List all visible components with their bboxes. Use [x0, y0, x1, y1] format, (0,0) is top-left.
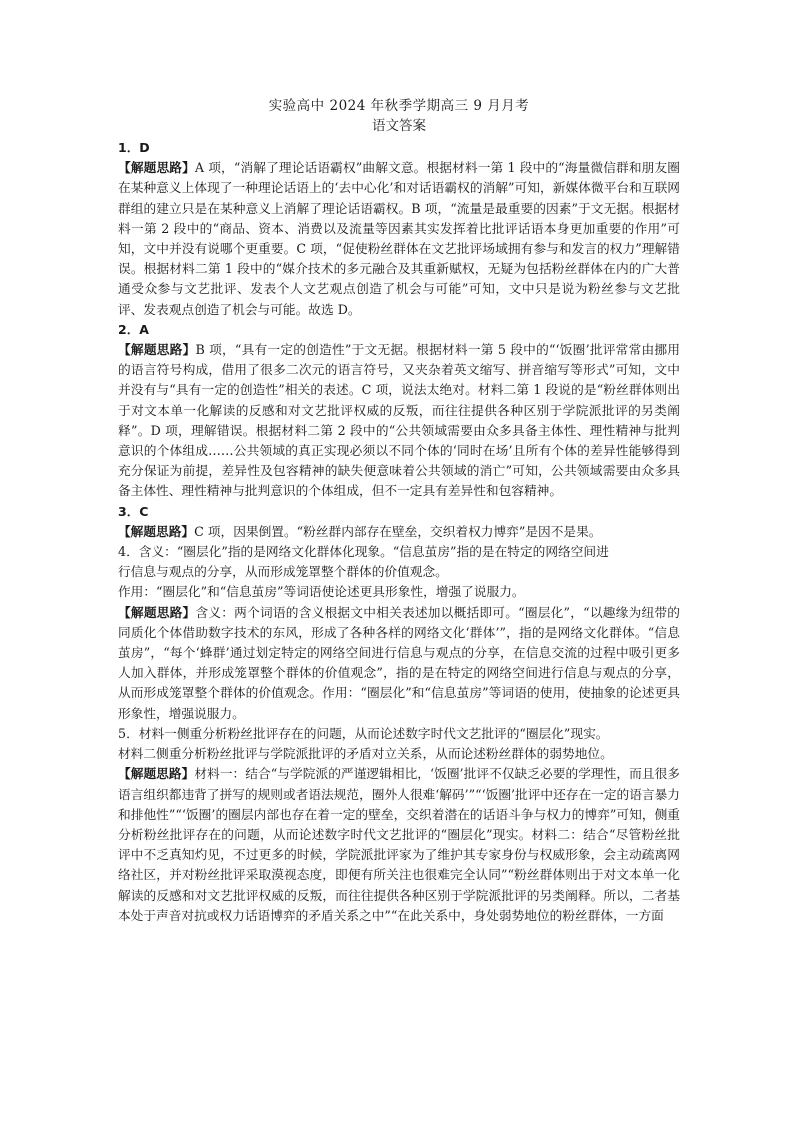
q4-answer-line-3: 作用：“圈层化”和“信息茧房”等词语使论述更具形象性，增强了说服力。 — [118, 584, 525, 600]
q2-tag: 【解题思路】 — [118, 342, 196, 358]
q3-tag: 【解题思路】 — [118, 523, 195, 539]
q1-text: A 项，“消解了理论话语霸权”曲解文意。根据材料一第 1 段中的“海量微信群和朋友圈在某种意义上体现了一种理论话语上的‘去中心化’和对话语霸权的消解”可知，新媒体微平台和互联网群组的建立只是在某种意义上消解了理论话语霸权。B 项，“流量是最重要的因素”于文无据。根据材料一第 2 段中的“商品、资本、消费以及流量等因素其实发挥着比批评话语本身更加重要的作用”可知，文中并没有说哪个更重要。C 项，“促使粉丝群体在文艺批评场域拥有参与和发言的权力”理解错误。根据材料二第 1 段中的“媒介技术的多元融合及其重新赋权，无疑为包括粉丝群体在内的广大普通受众参与文艺批评、发表个人文艺观点创造了机会与可能”可知，文中只是说为粉丝参与文艺批评、发表观点创造了机会与可能。故选 D。 — [118, 160, 680, 317]
q4-text: 含义：两个词语的含义根据文中相关表述加以概括即可。“圈层化”，“以趣缘为纽带的同质化个体借助数字技术的东风，形成了各种各样的网络文化‘群体’”，指的是网络文化群体。“信息茧房”，“每个‘蜂群’通过划定特定的网络空间进行信息与观点的分享，在信息交流的过程中吸引更多人加入群体，并形成笼罩整个群体的价值观念”，指的是在特定的网络空间进行信息与观点的分享，从而形成笼罩整个群体的价值观念。作用：“圈层化”和“信息茧房”等词语的使用，使抽象的论述更具形象性，增强说服力。 — [118, 604, 680, 721]
q5-tag: 【解题思路】 — [118, 766, 195, 782]
document-subtitle: 语文答案 — [372, 118, 426, 134]
q4-explanation — [118, 603, 680, 724]
q1-tag: 【解题思路】 — [118, 160, 195, 176]
q3-answer: 3．C — [118, 503, 149, 519]
answer-content — [118, 138, 680, 926]
q2-explanation — [118, 340, 680, 502]
q5-explanation — [118, 764, 680, 926]
q5-text: 材料一：结合“与学院派的严谨逻辑相比，‘饭圈’批评不仅缺乏必要的学理性，而且很多语言组织都违背了拼写的规则或者语法规范，圈外人很难‘解码’”“‘饭圈’批评中还存在一定的语言暴力和排他性”“‘饭圈’的圈层内部也存在着一定的壁垒，交织着潜在的话语斗争与权力的博弈”可知，侧重分析粉丝批评存在的问题，从而论述数字时代文艺批评的“圈层化”现实。材料二：结合“尽管粉丝批评中不乏真知灼见，不过更多的时候，学院派批评家为了维护其专家身份与权威形象，会主动疏离网络社区，并对粉丝批评采取漠视态度，即便有所关注也很难完全认同”“粉丝群体则出于对文本单一化解读的反感和对文艺批评权威的反叛，而往往提供各种区别于学院派批评的另类阐释。所以，二者基本处于声音对抗或权力话语博弈的矛盾关系之中”“在此关系中，身处弱势地位的粉丝群体，一方面 — [118, 766, 680, 923]
document-title: 实验高中 2024 年秋季学期高三 9 月月考 — [268, 98, 530, 114]
q2-answer: 2．A — [118, 321, 149, 337]
q4-answer-line-1: 4．含义：“圈层化”指的是网络文化群体化现象。“信息茧房”指的是在特定的网络空间进 — [118, 544, 609, 560]
q2-text: B 项，“具有一定的创造性”于文无据。根据材料一第 5 段中的“‘饭圈’批评常常由挪用的语言符号构成，借用了很多二次元的语言符号，又夹杂着英文缩写、拼音缩写等形式”可知，文中并没有与“具有一定的创造性”相关的表述。C 项，说法太绝对。材料二第 1 段说的是“粉丝群体则出于对文本单一化解读的反感和对文艺批评权威的反叛，而往往提供各种区别于学院派批评的另类阐释”。D 项，理解错误。根据材料二第 2 段中的“公共领域需要由众多具备主体性、理性精神与批判意识的个体组成……公共领域的真正实现必须以不同个体的‘同时在场’且所有个体的差异性能够得到充分保证为前提，差异性及包容精神的缺失便意味着公共领域的消亡”可知，公共领域需要由众多具备主体性、理性精神与批判意识的个体组成，但不一定具有差异性和包容精神。 — [118, 342, 680, 499]
q3-explanation — [118, 522, 680, 542]
document-page — [118, 96, 680, 926]
q5-answer-line-2: 材料二侧重分析粉丝批评与学院派批评的矛盾对立关系，从而论述粉丝群体的弱势地位。 — [118, 746, 613, 762]
q3-text: C 项，因果倒置。“粉丝群内部存在壁垒，交织着权力博弈”是因不是果。 — [194, 523, 602, 539]
q5-answer-line-1: 5．材料一侧重分析粉丝批评存在的问题，从而论述数字时代文艺批评的“圈层化”现实。 — [118, 725, 609, 741]
q4-answer-line-2: 行信息与观点的分享，从而形成笼罩整个群体的价值观念。 — [118, 564, 448, 580]
q4-tag: 【解题思路】 — [118, 604, 196, 620]
q1-answer: 1．D — [118, 140, 150, 155]
q1-explanation — [118, 158, 680, 320]
